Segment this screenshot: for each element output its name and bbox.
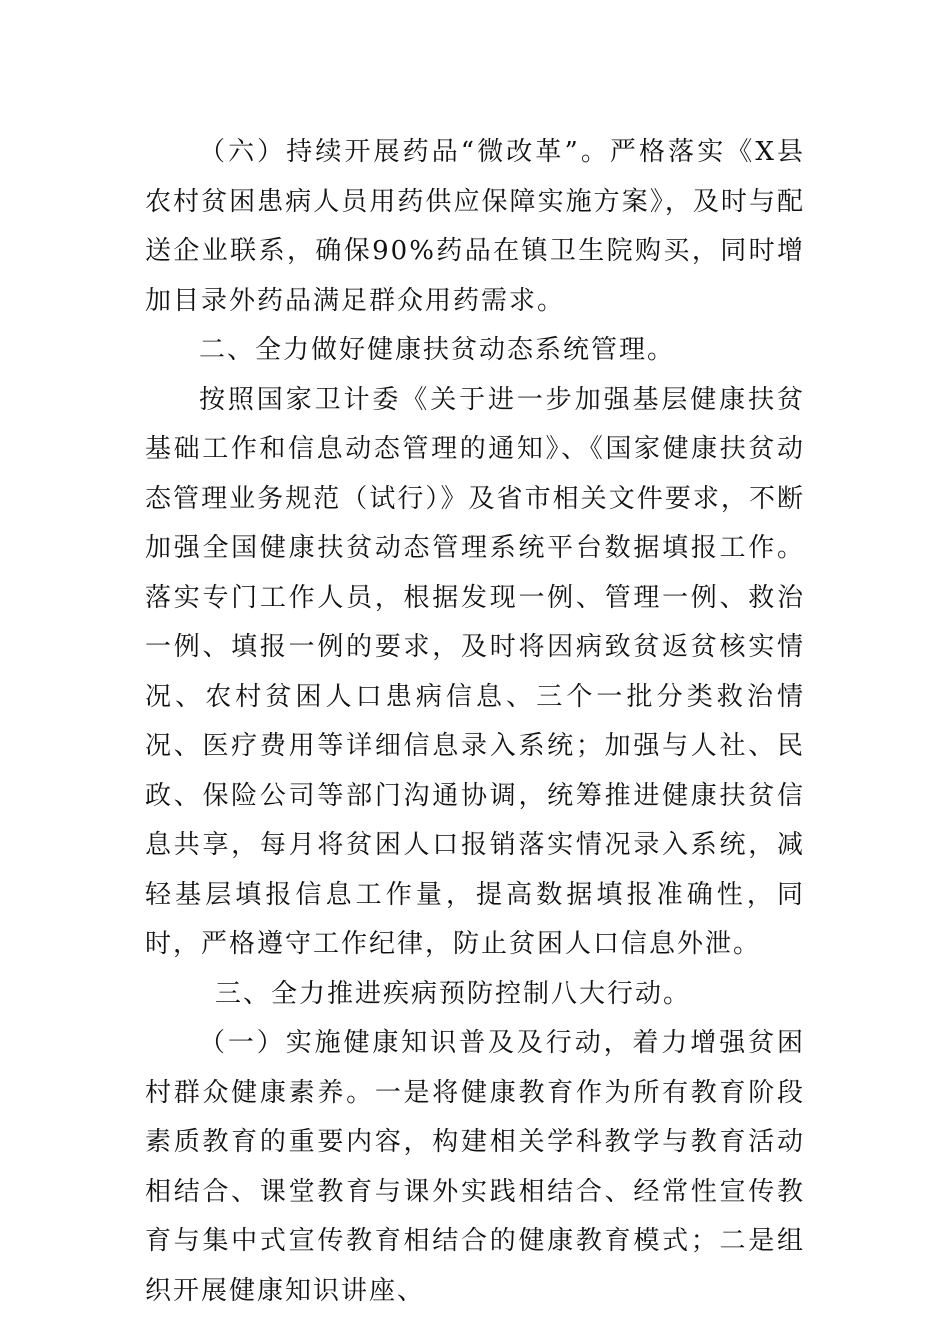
paragraph-health-knowledge: （一）实施健康知识普及及行动，着力增强贫困村群众健康素养。一是将健康教育作为所有教育阶段素质教育的重要内容，构建相关学科教学与教育活动相结合、课堂教育与课外实践相结合、经常性宣传教育与集中式宣传教育相结合的健康教育模式；二是组织开展健康知识讲座、 [145,1028,805,1306]
paragraph-dynamic-management: 按照国家卫计委《关于进一步加强基层健康扶贫基础工作和信息动态管理的通知》、《国家健康扶贫动态管理业务规范（试行）》及省市相关文件要求，不断加强全国健康扶贫动态管理系统平台数据填报工作。落实专门工作人员，根据发现一例、管理一例、救治一例、填报一例的要求，及时将因病致贫返贫核实情况、农村贫困人口患病信息、三个一批分类救治情况、医疗费用等详细信息录入系统；加强与人社、民政、保险公司等部门沟通协调，统筹推进健康扶贫信息共享，每月将贫困人口报销落实情况录入系统，减轻基层填报信息工作量，提高数据填报准确性，同时，严格遵守工作纪律，防止贫困人口信息外泄。 [145,384,805,959]
paragraph-drug-reform: （六）持续开展药品“微改革”。严格落实《X县农村贫困患病人员用药供应保障实施方案》，及时与配送企业联系，确保90%药品在镇卫生院购买，同时增加目录外药品满足群众用药需求。 [145,137,805,316]
document-body [145,128,805,1316]
section-heading-2: 二、全力做好健康扶贫动态系统管理。 [199,335,676,365]
section-heading-3: 三、全力推进疾病预防控制八大行动。 [215,978,692,1009]
